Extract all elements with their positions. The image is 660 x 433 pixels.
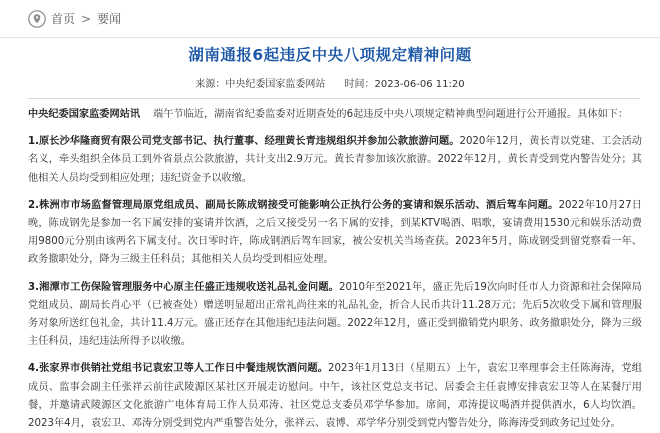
case-body-3: 2010年至2021年，盛正先后19次向时任市人力资源和社会保障局党组成员、副局长肖心平（已被查处）赠送明显超出正常礼尚往来的礼品礼金，折合人民币共计11.28万元；先后5次收受下属和管理服务对象所送红包礼金，共计11.4万元。盛正还存在其他违纪违法问题。2022年12月，盛正受到撤销党内职务、政务撤职处分，降为三级主任科员，违纪违法所得予以收缴。 <box>28 281 642 348</box>
case-heading-1: 1.原长沙华隆商贸有限公司党支部书记、执行董事、经理黄长青违规组织并参加公款旅游问题。 <box>28 136 460 148</box>
case-paragraph-2 <box>28 197 642 270</box>
intro-source: 中央纪委国家监委网站讯 <box>28 109 141 120</box>
case-heading-2: 2.株洲市市场监督管理局原党组成员、副局长陈成钢接受可能影响公正执行公务的宴请和娱乐活动、酒后驾车问题。 <box>28 199 559 211</box>
intro-text: 端午节临近，湖南省纪委监委对近期查处的6起违反中央八项规定精神典型问题进行公开通报。具体如下： <box>153 109 629 120</box>
article-body <box>28 106 642 430</box>
case-paragraph-1 <box>28 133 642 188</box>
source-label: 来源： <box>195 79 226 90</box>
time-label: 时间： <box>344 79 375 90</box>
time-value: 2023-06-06 11:20 <box>374 79 465 90</box>
case-body-4: 2023年1月13日（星期五）上午，袁宏卫率理事会主任陈海涛，党组成员、监事会副主任张祥云前往武陵源区某社区开展走访慰问。中午，该社区党总支书记、居委会主任袁博安排袁宏卫等人在某餐厅用餐，并邀请武陵源区文化旅游广电体育局工作人员邓涛、社区党总支委员邓学华参加。席间，邓涛提议喝酒并提供酒水，6人均饮酒。2023年4月，袁宏卫、邓涛分别受到党内严重警告处分，张祥云、袁博、邓学华分别受到党内警告处分，陈海涛受到政务记过处分。 <box>28 363 642 430</box>
meta-divider <box>28 98 640 99</box>
intro-paragraph <box>28 106 642 124</box>
case-body-1: 2020年12月，黄长青以党建、工会活动名义，牵头组织全体员工到外省景点公款旅游，共计支出2.9万元。黄长青参加该次旅游。2022年12月，黄长青受到党内警告处分；其他相关人员均受到相应处理；违纪资金予以收缴。 <box>28 136 642 184</box>
case-heading-3: 3.湘潭市工伤保险管理服务中心原主任盛正违规收送礼品礼金问题。 <box>28 281 340 293</box>
case-body-2: 2022年10月27日晚，陈成钢先是参加一名下属安排的宴请并饮酒，之后又接受另一名下属的安排，到某KTV喝酒、唱歌，宴请费用1530元和娱乐活动费用9800元分别由该两名下属支付。次日零时许，陈成钢酒后驾车回家，被公安机关当场查获。2023年5月，陈成钢受到留党察看一年、政务撤职处分，降为三级主任科员；其他相关人员均受到相应处理。 <box>28 199 642 266</box>
article-meta <box>0 75 660 90</box>
breadcrumb-home-link[interactable]: 首页 <box>51 12 76 26</box>
breadcrumb <box>0 0 660 38</box>
breadcrumb-current-link[interactable]: 要闻 <box>97 12 122 26</box>
location-pin-icon <box>28 10 46 28</box>
article-title: 湖南通报6起违反中央八项规定精神问题 <box>188 46 472 64</box>
breadcrumb-separator: > <box>81 11 92 26</box>
source-value: 中央纪委国家监委网站 <box>225 79 326 90</box>
case-paragraph-3 <box>28 279 642 352</box>
case-paragraph-4 <box>28 360 642 433</box>
case-heading-4: 4.张家界市供销社党组书记袁宏卫等人工作日中餐违规饮酒问题。 <box>28 363 329 375</box>
